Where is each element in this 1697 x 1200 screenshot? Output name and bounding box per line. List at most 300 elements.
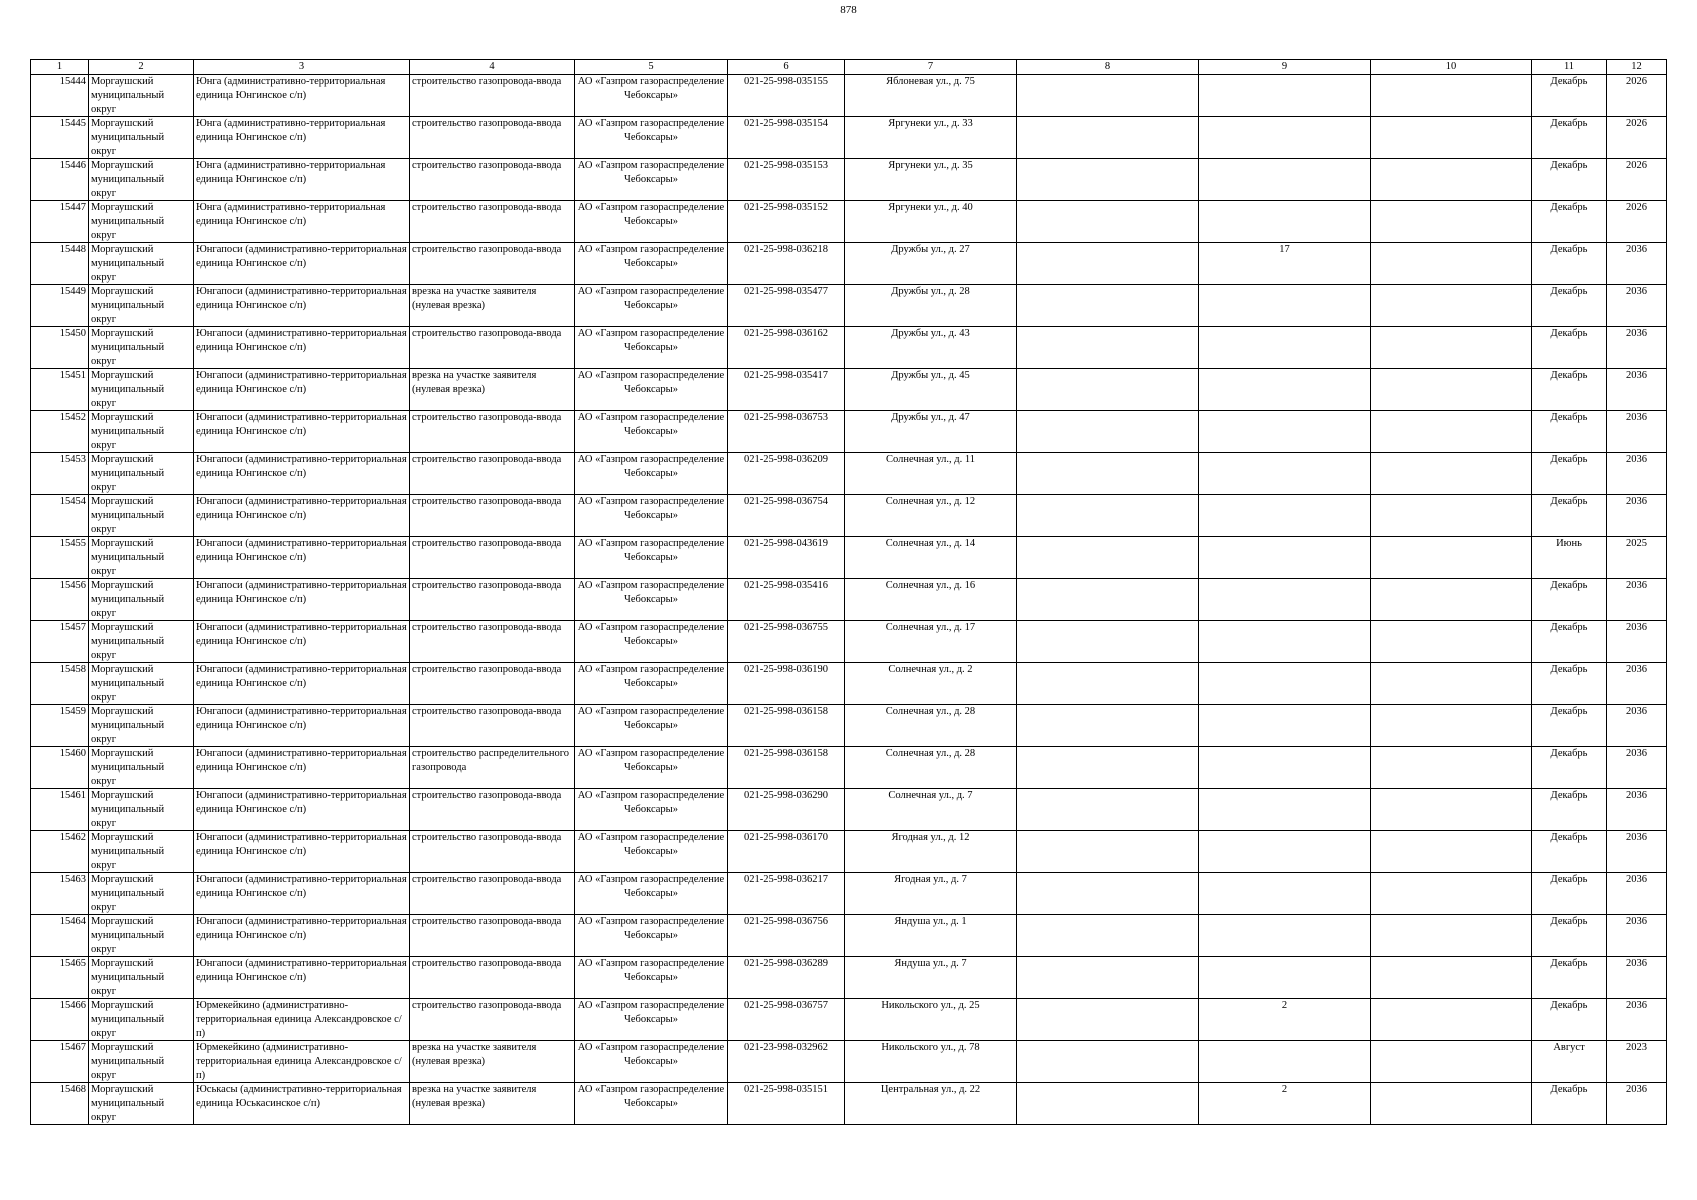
column-9-cell-text [1201,75,1368,116]
application-code-cell [728,705,845,747]
column-8-cell-text [1019,873,1196,914]
column-10-cell [1371,873,1532,915]
address-cell [845,1083,1017,1125]
year-cell [1607,999,1667,1041]
column-header: 4 [410,60,575,75]
year-cell [1607,747,1667,789]
work-type-cell-text: строительство газопровода-ввода [412,538,562,549]
table-row [31,201,1667,243]
column-9-cell [1199,537,1371,579]
organization-cell [575,243,728,285]
address-cell [845,285,1017,327]
table-row [31,411,1667,453]
year-cell-text: 2026 [1626,118,1647,129]
organization-cell [575,537,728,579]
row-number-cell [31,999,89,1041]
column-8-cell-text [1019,243,1196,284]
organization-cell [575,873,728,915]
column-8-cell-text [1019,369,1196,410]
month-cell [1532,285,1607,327]
address-cell [845,915,1017,957]
organization-cell [575,999,728,1041]
year-cell [1607,831,1667,873]
work-type-cell [410,1083,575,1125]
year-cell [1607,663,1667,705]
column-8-cell-text [1019,159,1196,200]
district-cell-text: Моргаушский муниципальный округ [91,328,165,367]
table-row [31,285,1667,327]
application-code-cell-text: 021-25-998-043619 [744,538,828,549]
organization-cell-text: АО «Газпром газораспределение Чебоксары» [577,160,725,185]
organization-cell [575,285,728,327]
month-cell [1532,159,1607,201]
column-9-cell-text: 17 [1279,244,1290,255]
table-row [31,369,1667,411]
work-type-cell-text: врезка на участке заявителя (нулевая врезка) [412,370,537,395]
year-cell-text: 2026 [1626,76,1647,87]
row-number-cell [31,453,89,495]
district-cell-text: Моргаушский муниципальный округ [91,664,165,703]
column-8-cell-text [1019,957,1196,998]
address-cell [845,75,1017,117]
month-cell-text: Декабрь [1550,790,1588,801]
district-cell [89,495,194,537]
column-header: 7 [845,60,1017,75]
application-code-cell [728,159,845,201]
application-code-cell [728,411,845,453]
district-cell [89,285,194,327]
year-cell [1607,789,1667,831]
district-cell [89,369,194,411]
month-cell-text: Декабрь [1550,916,1588,927]
year-cell-text: 2036 [1626,412,1647,423]
column-8-cell [1017,999,1199,1041]
row-number-cell-text: 15467 [59,1042,86,1053]
work-type-cell-text: строительство газопровода-ввода [412,244,562,255]
address-cell-text: Дружбы ул., д. 28 [891,286,970,297]
application-code-cell-text: 021-25-998-035154 [744,118,828,129]
settlement-cell-text: Юнгапоси (административно-территориальная единица Юнгинское с/п) [196,748,407,773]
month-cell-text: Декабрь [1550,454,1588,465]
year-cell [1607,1041,1667,1083]
column-10-cell-text [1373,621,1529,662]
work-type-cell [410,411,575,453]
application-code-cell [728,999,845,1041]
table-row [31,243,1667,285]
column-10-cell-text [1373,243,1529,284]
column-9-cell [1199,873,1371,915]
column-header: 5 [575,60,728,75]
year-cell [1607,1083,1667,1125]
column-8-cell [1017,831,1199,873]
settlement-cell [194,495,410,537]
column-10-cell-text [1373,873,1529,914]
organization-cell-text: АО «Газпром газораспределение Чебоксары» [577,202,725,227]
column-9-cell-text [1201,411,1368,452]
column-8-cell-text [1019,579,1196,620]
month-cell [1532,873,1607,915]
organization-cell-text: АО «Газпром газораспределение Чебоксары» [577,664,725,689]
district-cell-text: Моргаушский муниципальный округ [91,454,165,493]
organization-cell-text: АО «Газпром газораспределение Чебоксары» [577,76,725,101]
district-cell [89,705,194,747]
month-cell [1532,789,1607,831]
row-number-cell [31,327,89,369]
column-10-cell-text [1373,957,1529,998]
settlement-cell [194,75,410,117]
address-cell [845,621,1017,663]
application-code-cell [728,789,845,831]
month-cell [1532,117,1607,159]
column-9-cell [1199,75,1371,117]
row-number-cell [31,117,89,159]
month-cell [1532,831,1607,873]
address-cell [845,999,1017,1041]
month-cell-text: Декабрь [1550,958,1588,969]
column-8-cell [1017,705,1199,747]
address-cell-text: Дружбы ул., д. 47 [891,412,970,423]
column-10-cell-text [1373,201,1529,242]
district-cell-text: Моргаушский муниципальный округ [91,244,165,283]
year-cell [1607,117,1667,159]
address-cell [845,495,1017,537]
column-9-cell [1199,999,1371,1041]
year-cell-text: 2036 [1626,496,1647,507]
organization-cell [575,117,728,159]
row-number-cell-text: 15451 [59,370,86,381]
column-9-cell [1199,327,1371,369]
column-9-cell [1199,243,1371,285]
column-10-cell-text [1373,789,1529,830]
row-number-cell [31,369,89,411]
column-10-cell-text [1373,327,1529,368]
year-cell-text: 2036 [1626,916,1647,927]
settlement-cell [194,831,410,873]
address-cell-text: Яргунеки ул., д. 40 [888,202,973,213]
column-8-cell-text [1019,621,1196,662]
column-8-cell-text [1019,75,1196,116]
settlement-cell [194,243,410,285]
row-number-cell-text: 15461 [59,790,86,801]
settlement-cell [194,117,410,159]
application-code-cell [728,243,845,285]
application-code-cell [728,915,845,957]
column-9-cell [1199,747,1371,789]
work-type-cell [410,831,575,873]
year-cell-text: 2025 [1626,538,1647,549]
application-code-cell-text: 021-25-998-035417 [744,370,828,381]
year-cell-text: 2026 [1626,160,1647,171]
table-row [31,1041,1667,1083]
settlement-cell [194,705,410,747]
row-number-cell [31,873,89,915]
month-cell [1532,75,1607,117]
column-8-cell-text [1019,495,1196,536]
year-cell [1607,453,1667,495]
column-9-cell-text [1201,327,1368,368]
row-number-cell-text: 15458 [59,664,86,675]
column-10-cell [1371,159,1532,201]
column-9-cell-text [1201,915,1368,956]
application-code-cell-text: 021-25-998-036217 [744,874,828,885]
month-cell [1532,579,1607,621]
column-9-cell-text [1201,201,1368,242]
column-9-cell-text [1201,1041,1368,1082]
column-8-cell-text [1019,201,1196,242]
settlement-cell [194,579,410,621]
settlement-cell-text: Юнгапоси (административно-территориальная единица Юнгинское с/п) [196,244,407,269]
table-row [31,453,1667,495]
work-type-cell-text: строительство газопровода-ввода [412,874,562,885]
column-9-cell-text [1201,831,1368,872]
row-number-cell-text: 15444 [59,76,86,87]
organization-cell [575,957,728,999]
district-cell [89,117,194,159]
month-cell [1532,663,1607,705]
column-10-cell [1371,747,1532,789]
work-type-cell [410,621,575,663]
month-cell [1532,1083,1607,1125]
column-8-cell [1017,579,1199,621]
month-cell-text: Декабрь [1550,286,1588,297]
address-cell-text: Солнечная ул., д. 12 [885,496,976,507]
organization-cell-text: АО «Газпром газораспределение Чебоксары» [577,454,725,479]
column-8-cell [1017,411,1199,453]
settlement-cell [194,285,410,327]
settlement-cell [194,159,410,201]
column-10-cell [1371,495,1532,537]
month-cell-text: Декабрь [1550,496,1588,507]
column-10-cell [1371,537,1532,579]
application-code-cell-text: 021-23-998-032962 [744,1042,828,1053]
application-code-cell-text: 021-25-998-036289 [744,958,828,969]
column-9-cell [1199,369,1371,411]
year-cell-text: 2036 [1626,790,1647,801]
settlement-cell-text: Юнгапоси (административно-территориальная единица Юнгинское с/п) [196,622,407,647]
year-cell [1607,957,1667,999]
column-8-cell [1017,663,1199,705]
year-cell-text: 2036 [1626,1000,1647,1011]
address-cell-text: Солнечная ул., д. 7 [888,790,973,801]
application-code-cell [728,201,845,243]
row-number-cell-text: 15453 [59,454,86,465]
work-type-cell [410,369,575,411]
address-cell [845,327,1017,369]
settlement-cell [194,1083,410,1125]
district-cell [89,663,194,705]
column-9-cell-text [1201,159,1368,200]
column-10-cell-text [1373,663,1529,704]
row-number-cell [31,579,89,621]
address-cell [845,411,1017,453]
column-8-cell-text [1019,117,1196,158]
row-number-cell-text: 15445 [59,118,86,129]
year-cell-text: 2036 [1626,1084,1647,1095]
month-cell-text: Декабрь [1550,748,1588,759]
application-code-cell [728,75,845,117]
column-8-cell [1017,957,1199,999]
column-8-cell [1017,1083,1199,1125]
column-header: 9 [1199,60,1371,75]
column-9-cell-text [1201,747,1368,788]
row-number-cell-text: 15450 [59,328,86,339]
column-header: 8 [1017,60,1199,75]
row-number-cell-text: 15464 [59,916,86,927]
district-cell-text: Моргаушский муниципальный округ [91,958,165,997]
organization-cell-text: АО «Газпром газораспределение Чебоксары» [577,412,725,437]
settlement-cell [194,747,410,789]
year-cell [1607,915,1667,957]
column-8-cell [1017,915,1199,957]
column-9-cell-text [1201,663,1368,704]
column-8-cell-text [1019,999,1196,1040]
column-8-cell [1017,789,1199,831]
column-header: 2 [89,60,194,75]
row-number-cell-text: 15449 [59,286,86,297]
application-code-cell [728,327,845,369]
column-8-cell-text [1019,537,1196,578]
work-type-cell-text: строительство распределительного газопровода [412,748,570,773]
row-number-cell [31,957,89,999]
district-cell-text: Моргаушский муниципальный округ [91,706,165,745]
column-9-cell [1199,159,1371,201]
organization-cell-text: АО «Газпром газораспределение Чебоксары» [577,1084,725,1109]
address-cell-text: Яндуша ул., д. 1 [894,916,967,927]
table-header-row [31,60,1667,75]
application-code-cell-text: 021-25-998-036290 [744,790,828,801]
year-cell [1607,537,1667,579]
application-code-cell-text: 021-25-998-036209 [744,454,828,465]
address-cell [845,537,1017,579]
table-row [31,159,1667,201]
address-cell-text: Яндуша ул., д. 7 [894,958,967,969]
column-8-cell-text [1019,663,1196,704]
work-type-cell [410,327,575,369]
district-cell-text: Моргаушский муниципальный округ [91,286,165,325]
organization-cell-text: АО «Газпром газораспределение Чебоксары» [577,748,725,773]
organization-cell [575,705,728,747]
column-10-cell-text [1373,1083,1529,1124]
column-9-cell-text [1201,537,1368,578]
organization-cell [575,789,728,831]
work-type-cell-text: строительство газопровода-ввода [412,580,562,591]
column-10-cell [1371,201,1532,243]
district-cell [89,999,194,1041]
column-8-cell [1017,453,1199,495]
district-cell [89,747,194,789]
work-type-cell-text: строительство газопровода-ввода [412,832,562,843]
organization-cell [575,495,728,537]
organization-cell-text: АО «Газпром газораспределение Чебоксары» [577,328,725,353]
column-8-cell [1017,537,1199,579]
column-8-cell [1017,285,1199,327]
district-cell [89,621,194,663]
column-9-cell [1199,453,1371,495]
column-9-cell-text [1201,957,1368,998]
column-9-cell [1199,117,1371,159]
month-cell-text: Декабрь [1550,76,1588,87]
work-type-cell-text: строительство газопровода-ввода [412,916,562,927]
row-number-cell [31,285,89,327]
column-10-cell [1371,411,1532,453]
column-header: 11 [1532,60,1607,75]
column-9-cell [1199,621,1371,663]
column-10-cell-text [1373,831,1529,872]
work-type-cell-text: строительство газопровода-ввода [412,958,562,969]
settlement-cell-text: Юнгапоси (административно-территориальная единица Юнгинское с/п) [196,328,407,353]
month-cell [1532,915,1607,957]
year-cell-text: 2036 [1626,244,1647,255]
organization-cell-text: АО «Газпром газораспределение Чебоксары» [577,874,725,899]
column-8-cell-text [1019,327,1196,368]
month-cell-text: Декабрь [1550,1084,1588,1095]
table-row [31,705,1667,747]
settlement-cell [194,621,410,663]
organization-cell-text: АО «Газпром газораспределение Чебоксары» [577,370,725,395]
year-cell [1607,411,1667,453]
application-code-cell [728,747,845,789]
work-type-cell [410,1041,575,1083]
work-type-cell-text: строительство газопровода-ввода [412,412,562,423]
row-number-cell [31,243,89,285]
address-cell-text: Никольского ул., д. 25 [881,1000,980,1011]
address-cell [845,117,1017,159]
district-cell [89,453,194,495]
address-cell-text: Яргунеки ул., д. 33 [888,118,973,129]
organization-cell [575,327,728,369]
settlement-cell-text: Юнгапоси (административно-территориальная единица Юнгинское с/п) [196,286,407,311]
year-cell [1607,159,1667,201]
year-cell-text: 2036 [1626,706,1647,717]
month-cell-text: Декабрь [1550,160,1588,171]
district-cell [89,1041,194,1083]
month-cell-text: Декабрь [1550,412,1588,423]
organization-cell [575,747,728,789]
column-9-cell [1199,579,1371,621]
application-code-cell [728,285,845,327]
district-cell-text: Моргаушский муниципальный округ [91,496,165,535]
settlement-cell-text: Юнгапоси (административно-территориальная единица Юнгинское с/п) [196,790,407,815]
column-10-cell-text [1373,411,1529,452]
column-10-cell [1371,243,1532,285]
application-code-cell [728,1083,845,1125]
settlement-cell [194,1041,410,1083]
year-cell-text: 2036 [1626,748,1647,759]
month-cell [1532,957,1607,999]
column-header: 1 [31,60,89,75]
year-cell-text: 2036 [1626,580,1647,591]
settlement-cell-text: Юнгапоси (административно-территориальная единица Юнгинское с/п) [196,370,407,395]
work-type-cell-text: строительство газопровода-ввода [412,664,562,675]
column-10-cell [1371,915,1532,957]
application-code-cell [728,579,845,621]
application-code-cell [728,117,845,159]
organization-cell-text: АО «Газпром газораспределение Чебоксары» [577,622,725,647]
district-cell-text: Моргаушский муниципальный округ [91,160,165,199]
column-8-cell-text [1019,831,1196,872]
row-number-cell-text: 15447 [59,202,86,213]
row-number-cell-text: 15446 [59,160,86,171]
column-10-cell-text [1373,159,1529,200]
address-cell-text: Дружбы ул., д. 43 [891,328,970,339]
column-9-cell [1199,495,1371,537]
column-8-cell [1017,117,1199,159]
column-10-cell [1371,1083,1532,1125]
column-10-cell-text [1373,999,1529,1040]
organization-cell [575,75,728,117]
month-cell-text: Декабрь [1550,328,1588,339]
month-cell-text: Декабрь [1550,832,1588,843]
